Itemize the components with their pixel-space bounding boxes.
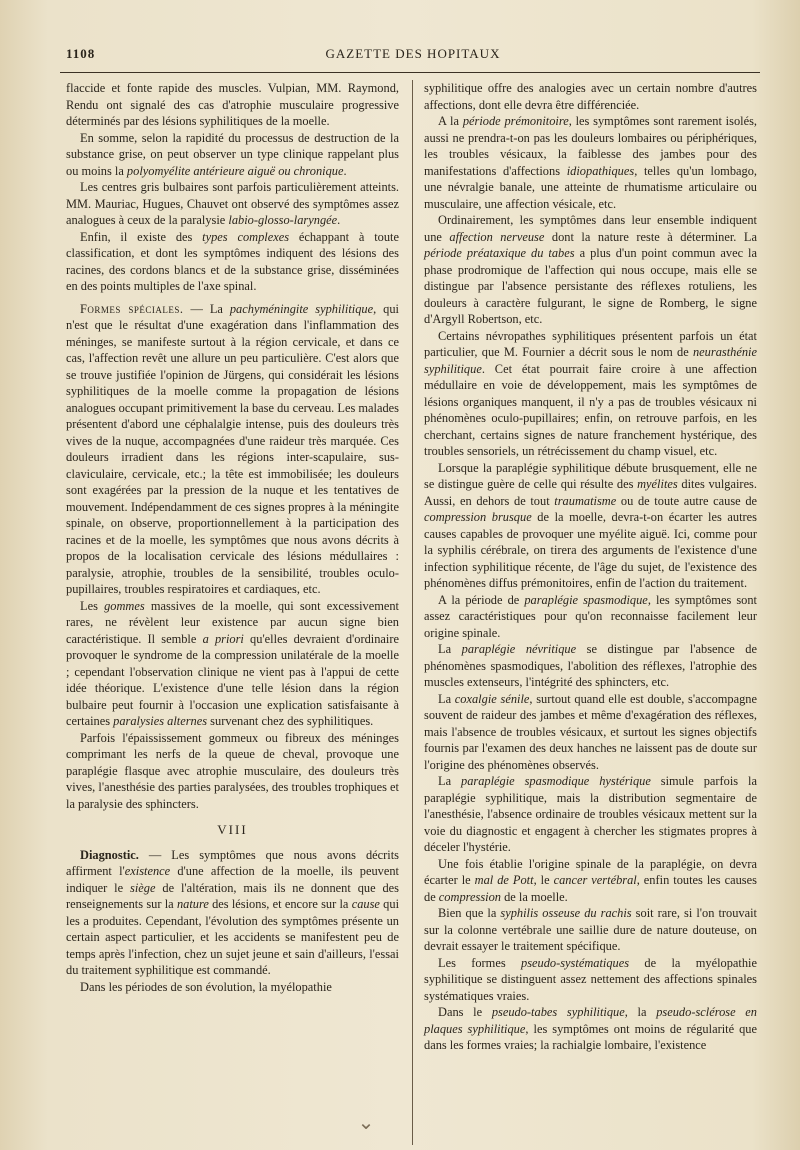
header-rule: [60, 72, 760, 73]
paragraph-diagnostic: Diagnostic. — Les symptômes que nous avons décrits affirment l'existence d'une affection de la moelle, ils peuvent indiquer le siège de l'altération, mais ils ne donnent que des renseignements sur la nature des lésions, et encore sur la cause qui les a produites. Cependant, l'évolution des symptômes présente un certain aspect particulier, et les accidents se manifestent peu de temps après l'infection, chez un sujet jeune et sain d'ailleurs, l'essai du traitement syphilitique est commandé.: [66, 847, 400, 977]
paragraph: Dans le pseudo-tabes syphilitique, la pseudo-sclérose en plaques syphilitique, les symptômes ont moins de régularité que dans les formes vraies; la rachialgie lombaire, l'existence: [424, 1005, 757, 1052]
paragraph: Lorsque la paraplégie syphilitique débute brusquement, elle ne se distingue guère de celle qui résulte des myélites dites vulgaires. Aussi, en dehors de tout traumatisme ou de toute autre cause de compression brusque de la moelle, devra-t-on écarter les autres causes capables de provoquer une myélite aiguë. Ici, comme pour la syphilis cérébrale, on tirera des arguments de l'existence d'une infection syphilitique récente, de l'âge du sujet, de l'existence des phénomènes diffus prémonitoires, enfin de l'action du traitement.: [424, 460, 758, 590]
paragraph: Les formes pseudo-systématiques de la myélopathie syphilitique se distinguent assez nettement des affections spinales systématiques vraies.: [424, 955, 757, 1003]
paragraph: A la période de paraplégie spasmodique, les symptômes sont assez caractéristiques pour qu'on reconnaisse facilement leur origine spinale.: [424, 592, 757, 640]
paragraph: En somme, selon la rapidité du processus de destruction de la substance grise, on peut observer un type clinique rappelant plus ou moins la polyomyélite antérieure aiguë ou chronique.: [66, 130, 399, 178]
paragraph: Les gommes massives de la moelle, qui sont excessivement rares, ne révèlent leur existence par aucun signe bien caractéristique. Il semble a priori qu'elles devraient d'ordinaire provoquer le syndrome de la compression unilatérale de la moelle ; cependant l'observation clinique ne vient pas à l'appui de cette idée théorique. L'existence d'une telle lésion dans la région bulbaire peut fournir à l'occasion une explication satisfaisante à certaines paralysies alternes survenant chez des syphilitiques.: [66, 598, 400, 728]
left-column: [66, 80, 399, 995]
column-divider: [412, 80, 413, 1145]
journal-title: GAZETTE DES HOPITAUX: [325, 46, 501, 61]
page-header: [66, 44, 760, 68]
page-number: 1108: [66, 46, 96, 61]
section-heading: VIII: [217, 822, 248, 837]
paragraph: Bien que la syphilis osseuse du rachis soit rare, si l'on trouvait sur la colonne vertébrale une saillie dure de nature douteuse, on devrait essayer le traitement spécifique.: [424, 906, 757, 953]
paragraph: A la période prémonitoire, les symptômes sont rarement isolés, aussi ne prendra-t-on pas les douleurs lombaires ou périphériques, les troubles vésicaux, la faiblesse des jambes pour des manifestations d'affections idiopathiques, telles qu'un lombago, une névralgie banale, une atteinte de rhumatisme articulaire ou musculaire, une affection vésicale, etc.: [424, 114, 757, 211]
right-column: [424, 80, 757, 1054]
paragraph: flaccide et fonte rapide des muscles. Vulpian, MM. Raymond, Rendu ont signalé des cas d'atrophie musculaire progressive déterminés par des lésions syphilitiques de la moelle.: [66, 81, 399, 128]
paper-fold-mark: ⌄: [357, 1112, 375, 1134]
paragraph: La paraplégie névritique se distingue par l'absence de phénomènes spasmodiques, l'abolition des réflexes, l'atrophie des muscles extenseurs, l'intégrité des sphincters, etc.: [424, 642, 757, 689]
paragraph: La paraplégie spasmodique hystérique simule parfois la paraplégie syphilitique, mais la distribution segmentaire de l'anesthésie, l'absence ordinaire de troubles vésicaux mettent sur la voie du diagnostic et engagent à chercher les stigmates propres à déceler l'hystérie.: [424, 774, 757, 854]
paragraph: Enfin, il existe des types complexes échappant à toute classification, et dont les symptômes indiquent des lésions des racines, des cordons blancs et de la substance grise, disséminées en des points multiples de l'axe spinal.: [66, 229, 399, 293]
paragraph: La coxalgie sénile, surtout quand elle est double, s'accompagne souvent de raideur des jambes et même d'exagération des réflexes, mais l'absence de troubles vésicaux, et surtout les signes objectifs fournis par l'examen des deux hanches ne laissent pas de doute sur l'origine des phénomènes observés.: [424, 691, 758, 772]
paragraph: syphilitique offre des analogies avec un certain nombre d'autres affections, dont elle devra être différenciée.: [424, 81, 757, 112]
paragraph: Une fois établie l'origine spinale de la paraplégie, on devra écarter le mal de Pott, le cancer vertébral, enfin toutes les causes de compression de la moelle.: [424, 856, 757, 904]
paragraph: Parfois l'épaississement gommeux ou fibreux des méninges comprimant les nerfs de la queue de cheval, provoque une paraplégie flasque avec atrophie musculaire, des douleurs très vives, l'anesthésie des parties paralysées, des troubles trophiques et la paralysie des sphincters.: [66, 730, 399, 811]
paragraph: Dans les périodes de son évolution, la myélopathie: [80, 979, 332, 994]
paragraph: Ordinairement, les symptômes dans leur ensemble indiquent une affection nerveuse dont la nature reste à déterminer. La période préataxique du tabes a plus d'un point commun avec la phase prodromique de l'affection qui nous occupe, mais elle se distingue par l'absence persistante des réflexes rotuliens, les douleurs à caractère fulgurant, le signe de Romberg, le signe d'Argyll Robertson, etc.: [424, 213, 758, 326]
paragraph: Les centres gris bulbaires sont parfois particulièrement atteints. MM. Mauriac, Hugues, Chauvet ont observé des symptômes assez analogues à ceux de la paralysie labio-glosso-laryngée.: [66, 180, 399, 227]
paragraph-formes-speciales: Formes spéciales. — La pachyméningite syphilitique, qui n'est que le résultat d'une exagération dans l'inflammation des méninges, se manifeste surtout à la région cervicale, et dans ce cas, l'affection revêt une allure un peu particulière. C'est alors que se trouve justifiée l'opinion de Jürgens, qui considérait les lésions syphilitiques de la moelle comme la propagation de lésions analogues occupant primitivement la base du cerveau. Les malades présentent d'abord une céphalalgie intense, puis des douleurs très vives de la nuque, accompagnées d'une raideur très marquée. Ces douleurs irradient dans les régions inter-scapulaire, sus-claviculaire, cervicale, etc.; la tête est immobilisée; les douleurs sont exagérées par la pression de la nuque et les tentatives de mouvement. Indépendamment de ces signes propres à la méningite spinale, on observe, proportionnellement à la participation des racines et de la moelle, les symptômes que nous avons décrits à propos de la localisation cervicale des lésions médullaires : paralysie, atrophie, troubles de la sensibilité, troubles oculo-pupillaires, troubles respiratoires et cardiaques, etc.: [66, 301, 399, 596]
paragraph: Certains névropathes syphilitiques présentent parfois un état particulier, que M. Fournier a décrit sous le nom de neurasthénie syphilitique. Cet état pourrait faire croire à une affection médullaire en voie de développement, mais les symptômes de lésions organiques manquent, il n'y a pas de troubles vésicaux ni phénomènes oculo-pupillaires; enfin, on retrouve parfois, en les cherchant, certains signes de nature franchement hystérique, des troubles sensoriels, un rétrécissement du champ visuel, etc.: [424, 328, 757, 458]
